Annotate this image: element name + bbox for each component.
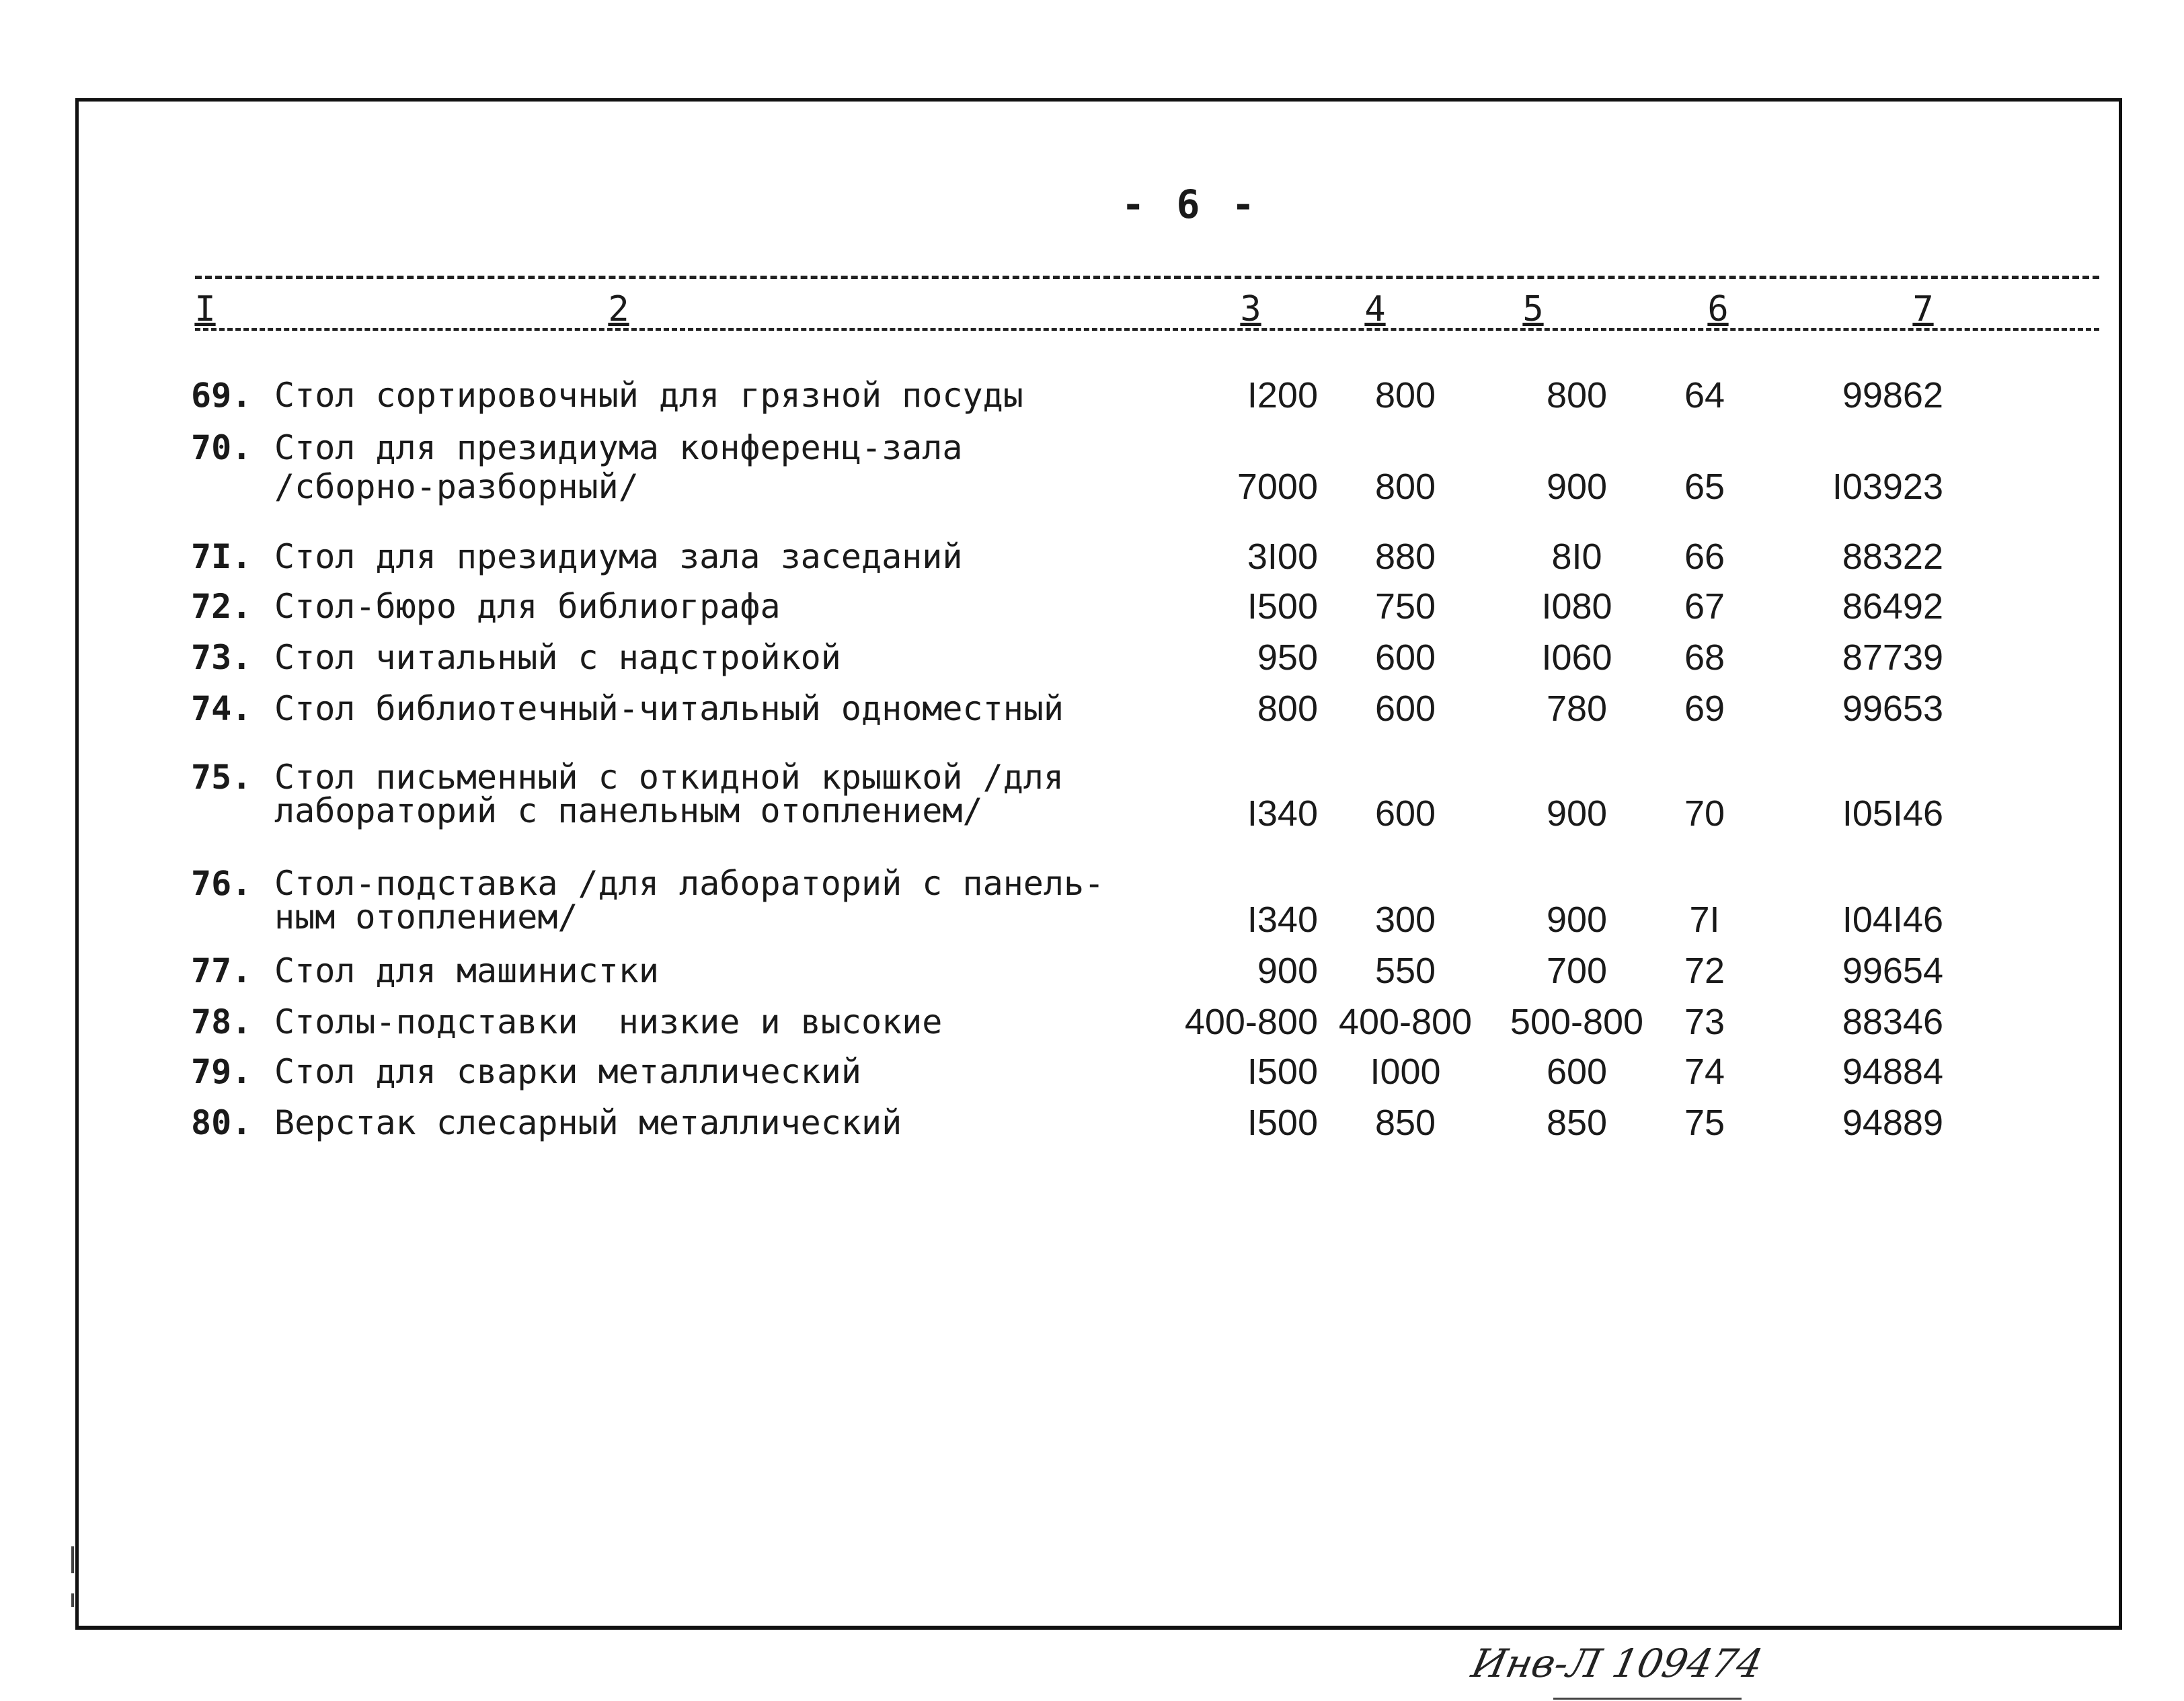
cell-col6: 7I [1689,900,1720,940]
cell-col4: 550 [1374,951,1436,991]
cell-col7: 86492 [1842,586,1943,627]
cell-col3: I200 [1247,375,1318,416]
cell-col4: 400-800 [1338,1002,1473,1042]
row-number: 80. [191,1103,252,1142]
cell-col3: 400-800 [1184,1002,1318,1042]
cell-col5: 900 [1546,467,1608,507]
row-description: Стол-бюро для библиографа [274,587,781,626]
row-description: Стол для президиума зала заседаний [274,537,963,576]
cell-col5: 780 [1546,688,1608,729]
cell-col7: 99653 [1842,688,1943,729]
cell-col6: 65 [1684,467,1725,507]
column-header-2: 2 [608,289,629,329]
cell-col5: 800 [1546,375,1608,416]
row-description: Стол для машинистки [274,951,659,990]
cell-col5: 850 [1546,1103,1608,1143]
row-description: Столы-подставки низкие и высокие [274,1002,943,1041]
row-number: 77. [191,951,252,990]
cell-col6: 74 [1684,1052,1725,1092]
cell-col4: I000 [1370,1052,1441,1092]
column-header-1: I [194,289,216,329]
cell-col7: I04I46 [1842,900,1943,940]
cell-col7: 87739 [1842,637,1943,678]
row-description: Стол письменный с откидной крышкой /для [274,758,1064,797]
cell-col6: 75 [1684,1103,1725,1143]
cell-col5: I080 [1541,586,1612,627]
cell-col6: 70 [1684,793,1725,834]
cell-col3: 7000 [1237,467,1318,507]
row-description-line2: /сборно-разборный/ [274,467,639,506]
row-number: 72. [191,587,252,626]
row-description: Стол для сварки металлический [274,1052,861,1091]
row-description-line2: лабораторий с панельным отоплением/ [274,791,983,830]
column-header-6: 6 [1707,289,1729,329]
cell-col4: 800 [1374,375,1436,416]
cell-col7: 94889 [1842,1103,1943,1143]
cell-col6: 72 [1684,951,1725,991]
cell-col6: 66 [1684,537,1725,577]
cell-col3: I340 [1247,793,1318,834]
cell-col3: I500 [1247,586,1318,627]
cell-col4: 600 [1374,637,1436,678]
inventory-stamp: Инв-Л 109474 [1467,1640,1767,1686]
cell-col4: 600 [1374,688,1436,729]
row-number: 69. [191,376,252,415]
column-header-5: 5 [1522,289,1544,329]
row-description: Верстак слесарный металлический [274,1103,902,1142]
cell-col3: 800 [1257,688,1318,729]
cell-col3: I340 [1247,900,1318,940]
row-number: 73. [191,638,252,677]
cell-col7: 88322 [1842,537,1943,577]
cell-col6: 69 [1684,688,1725,729]
row-number: 70. [191,428,252,467]
cell-col6: 73 [1684,1002,1725,1042]
row-number: 76. [191,864,252,903]
row-number: 7I. [191,537,252,576]
cell-col4: 600 [1374,793,1436,834]
cell-col3: 950 [1257,637,1318,678]
row-number: 74. [191,689,252,728]
stamp-underline [1553,1698,1742,1700]
cell-col4: 880 [1374,537,1436,577]
cell-col5: 8I0 [1551,537,1602,577]
cell-col7: I05I46 [1842,793,1943,834]
cell-col5: 600 [1546,1052,1608,1092]
edge-mark [71,1546,74,1573]
cell-col6: 64 [1684,375,1725,416]
row-description: Стол для президиума конференц-зала [274,428,963,467]
cell-col7: 99654 [1842,951,1943,991]
cell-col4: 850 [1374,1103,1436,1143]
row-description: Стол читальный с надстройкой [274,638,841,677]
column-header-3: 3 [1240,289,1261,329]
cell-col3: 900 [1257,951,1318,991]
cell-col7: 88346 [1842,1002,1943,1042]
column-header-7: 7 [1912,289,1934,329]
edge-mark [71,1593,74,1607]
cell-col3: I500 [1247,1103,1318,1143]
row-description: Стол-подставка /для лабораторий с панель- [274,864,1105,903]
cell-col5: I060 [1541,637,1612,678]
cell-col3: I500 [1247,1052,1318,1092]
cell-col7: I03923 [1832,467,1943,507]
cell-col5: 700 [1546,951,1608,991]
row-description: Стол сортировочный для грязной посуды [274,376,1023,415]
column-header-4: 4 [1364,289,1386,329]
cell-col4: 750 [1374,586,1436,627]
cell-col7: 99862 [1842,375,1943,416]
cell-col7: 94884 [1842,1052,1943,1092]
cell-col5: 900 [1546,793,1608,834]
cell-col6: 67 [1684,586,1725,627]
cell-col4: 300 [1374,900,1436,940]
cell-col3: 3I00 [1247,537,1318,577]
cell-col4: 800 [1374,467,1436,507]
row-number: 75. [191,758,252,797]
row-description-line2: ным отоплением/ [274,898,578,937]
cell-col5: 900 [1546,900,1608,940]
page-number: - 6 - [1121,182,1259,227]
row-description: Стол библиотечный-читальный одноместный [274,689,1064,728]
row-number: 79. [191,1052,252,1091]
cell-col6: 68 [1684,637,1725,678]
row-number: 78. [191,1002,252,1041]
cell-col5: 500-800 [1510,1002,1644,1042]
